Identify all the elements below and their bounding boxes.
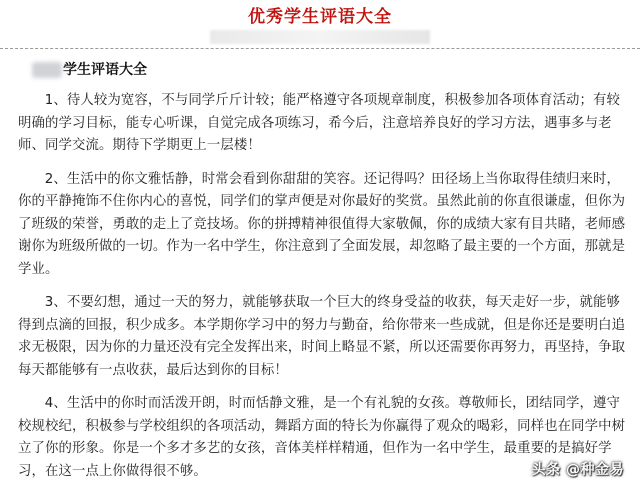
section-heading: 学生评语大全 bbox=[63, 62, 147, 78]
comment-paragraph-3: 3、不要幻想，通过一天的努力，就能够获取一个巨大的终身受益的收获，每天走好一步，就能够得到点滴的回报，积少成多。本学期你学习中的努力与勤奋，给你带来一些成就，但是你还是要明白追求无极限，因为你的力量还没有完全发挥出来，时间上略显不紧，所以还需要你再努力，再坚持，争取每天都能够有一点收获，最后达到你的目标！ bbox=[18, 295, 626, 378]
source-watermark bbox=[508, 459, 624, 479]
blurred-icon bbox=[32, 62, 62, 78]
comment-paragraph-2: 2、生活中的你文雅恬静，时常会看到你甜甜的笑容。还记得吗？田径场上当你取得佳绩归来时，你的平静掩饰不住你内心的喜悦，同学们的掌声便是对你最好的奖赏。虽然此前的你直很谦虚，但你为了班级的荣誉，勇敢的走上了竞技场。你的拼搏精神很值得大家敬佩，你的成绩大家有目共睹，老师感谢你为班级所做的一切。作为一名中学生，你注意到了全面发展，却忽略了最主要的一个方面，那就是学业。 bbox=[18, 171, 626, 277]
blurred-subtitle-area bbox=[210, 30, 430, 44]
page-title: 优秀学生评语大全 bbox=[248, 7, 392, 27]
dashed-divider bbox=[0, 48, 640, 49]
comment-paragraph-4: 4、生活中的你时而活泼开朗，时而恬静文雅，是一个有礼貌的女孩。尊敬师长，团结同学，遵守校规校纪，积极参与学校组织的各项活动，舞蹈方面的特长为你赢得了观众的喝彩，同样也在同学中树立了你的形象。你是一个多才多艺的女孩，音体美样样精通，但作为一名中学生，最重要的是搞好学习，在这一点上你做得很不够。 bbox=[18, 396, 626, 479]
watermark-text: 头条 @种金易 bbox=[531, 462, 624, 478]
toutiao-logo-icon bbox=[508, 461, 528, 477]
comments-body bbox=[18, 90, 630, 494]
comment-paragraph-1: 1、待人较为宽容，不与同学斤斤计较；能严格遵守各项规章制度，积极参加各项体育活动；有较明确的学习目标，能专心听课，自觉完成各项练习，希今后，注意培养良好的学习方法，遇事多与老师、同学交流。期待下学期更上一层楼！ bbox=[18, 93, 621, 153]
section-heading-row bbox=[32, 60, 147, 80]
